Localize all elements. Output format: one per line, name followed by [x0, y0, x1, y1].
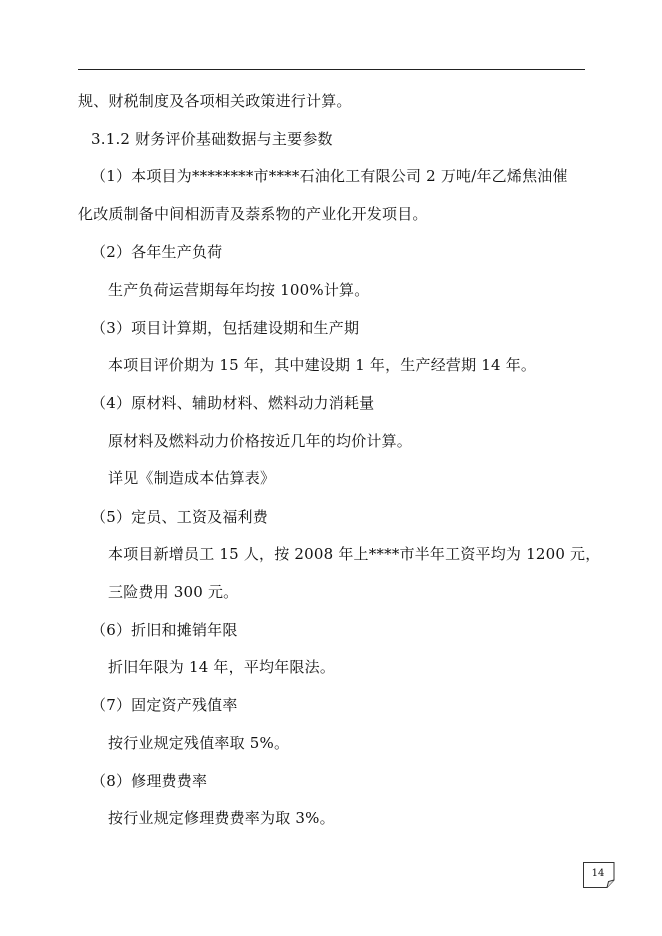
item-3-heading: （3）项目计算期，包括建设期和生产期	[91, 319, 360, 337]
item-2-heading: （2）各年生产负荷	[91, 243, 223, 261]
item-7-heading: （7）固定资产残值率	[91, 696, 238, 714]
item-1-continuation: 化改质制备中间相沥青及萘系物的产业化开发项目。	[78, 205, 428, 223]
item-6-heading: （6）折旧和摊销年限	[91, 621, 238, 639]
item-8-heading: （8）修理费费率	[91, 772, 208, 790]
item-5-continuation: 三险费用 300 元。	[108, 583, 239, 601]
item-4-text: 原材料及燃料动力价格按近几年的均价计算。	[108, 432, 413, 450]
item-5-heading: （5）定员、工资及福利费	[91, 508, 268, 526]
page-number-badge	[583, 862, 615, 888]
item-8-text: 按行业规定修理费费率为取 3%。	[108, 809, 335, 827]
item-7-text: 按行业规定残值率取 5%。	[108, 734, 290, 752]
item-6-text: 折旧年限为 14 年，平均年限法。	[108, 658, 336, 676]
item-1-text: （1）本项目为********市****石油化工有限公司 2 万吨/年乙烯焦油催	[91, 167, 568, 185]
item-2-text: 生产负荷运营期每年均按 100%计算。	[108, 281, 370, 299]
item-3-text: 本项目评价期为 15 年，其中建设期 1 年，生产经营期 14 年。	[108, 356, 537, 374]
item-5-text: 本项目新增员工 15 人，按 2008 年上****市半年工资平均为 1200 元，	[108, 545, 601, 563]
item-4-heading: （4）原材料、辅助材料、燃料动力消耗量	[91, 394, 375, 412]
header-rule	[78, 69, 585, 70]
page-number: 14	[591, 868, 605, 879]
section-heading: 3.1.2 财务评价基础数据与主要参数	[91, 130, 333, 148]
body-line-1: 规、财税制度及各项相关政策进行计算。	[78, 92, 352, 110]
item-4-reference: 详见《制造成本估算表》	[108, 469, 276, 487]
